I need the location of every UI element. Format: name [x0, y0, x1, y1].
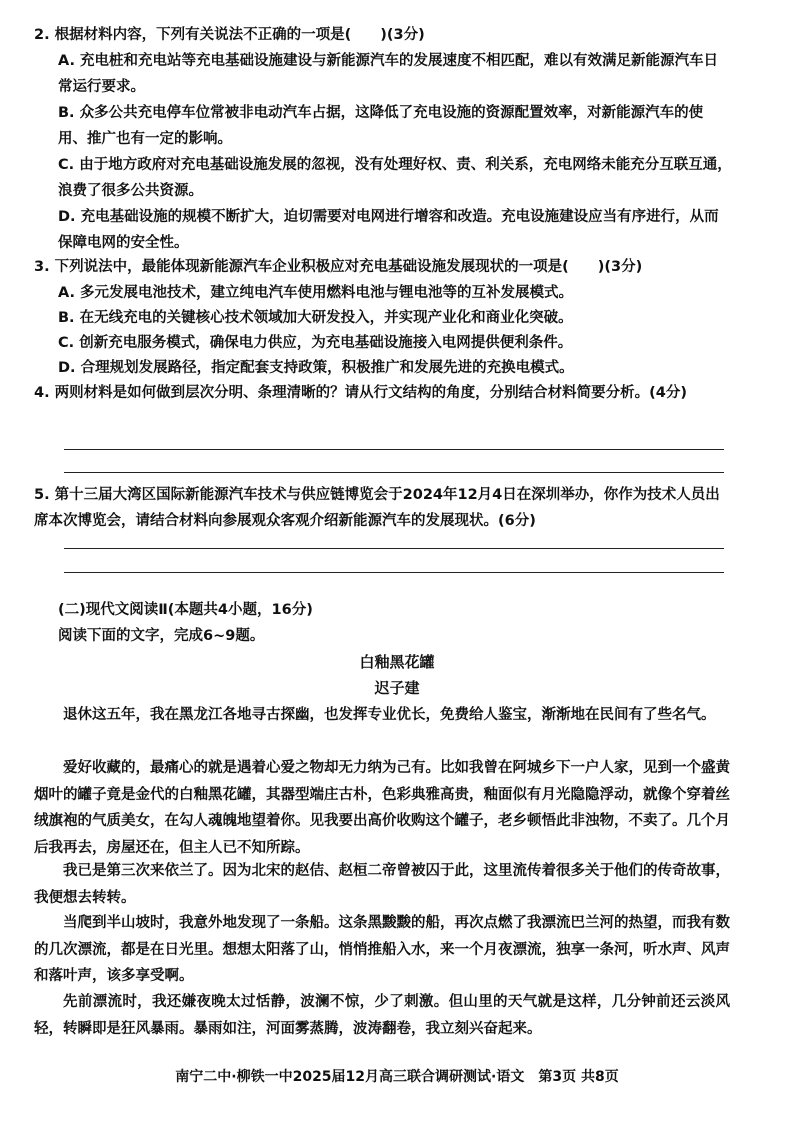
question-2-option-a: A. 充电桩和充电站等充电基础设施建设与新能源汽车的发展速度不相匹配，难以有效满足新能源汽车日常运行要求。 [58, 53, 719, 95]
question-3-option-a: A. 多元发展电池技术，建立纯电汽车使用燃料电池与锂电池等的互补发展模式。 [58, 285, 574, 301]
section-instruction: 阅读下面的文字，完成6~9题。 [58, 628, 265, 644]
passage-author: 迟子建 [374, 679, 420, 697]
answer-line-q5-2[interactable] [64, 572, 724, 573]
question-4-stem: 4. 两则材料是如何做到层次分明、条理清晰的？请从行文结构的角度，分别结合材料简要分析。(4分) [34, 385, 687, 401]
question-3-option-d: D. 合理规划发展路径，指定配套支持政策，积极推广和发展先进的充换电模式。 [58, 360, 574, 376]
passage-paragraph-2: 爱好收藏的，最痛心的就是遇着心爱之物却无力纳为己有。比如我曾在阿城乡下一户人家，见到一个盛黄烟叶的罐子竟是金代的白釉黑花罐，其器型端庄古朴，色彩典雅高贵，釉面似有月光隐隐浮动，就像个穿着丝绒旗袍的气质美女，在勾人魂魄地望着你。见我要出高价收购这个罐子，老乡顿悟此非浊物，不卖了。几个月后我再去，房屋还在，但主人已不知所踪。 [34, 759, 730, 856]
question-3-option-b: B. 在无线充电的关键核心技术领域加大研发投入，并实现产业化和商业化突破。 [58, 310, 573, 326]
question-2-option-d: D. 充电基础设施的规模不断扩大，迫切需要对电网进行增容和改造。充电设施建设应当有序进行，从而保障电网的安全性。 [58, 209, 719, 251]
question-2-option-b: B. 众多公共充电停车位常被非电动汽车占据，这降低了充电设施的资源配置效率，对新能源汽车的使用、推广也有一定的影响。 [58, 105, 704, 147]
section-heading: (二)现代文阅读Ⅱ(本题共4小题，16分) [58, 602, 313, 618]
question-5-stem: 5. 第十三届大湾区国际新能源汽车技术与供应链博览会于2024年12月4日在深圳举办，你作为技术人员出席本次博览会，请结合材料向参展观众客观介绍新能源汽车的发展现状。(6分) [34, 487, 720, 529]
answer-line-q5-1[interactable] [64, 548, 724, 549]
page-footer: 南宁二中·柳铁一中2025届12月高三联合调研测试·语文 第3页 共8页 [175, 1069, 619, 1085]
passage-paragraph-3: 我已是第三次来依兰了。因为北宋的赵佶、赵桓二帝曾被囚于此，这里流传着很多关于他们的传奇故事，我便想去转转。 [34, 862, 730, 906]
passage-title: 白釉黑花罐 [359, 653, 435, 671]
question-3-stem: 3. 下列说法中，最能体现新能源汽车企业积极应对充电基础设施发展现状的一项是( )(3分) [34, 259, 643, 275]
answer-line-q4-2[interactable] [64, 472, 724, 473]
question-2-stem: 2. 根据材料内容，下列有关说法不正确的一项是( )(3分) [34, 27, 425, 43]
question-2-option-c: C. 由于地方政府对充电基础设施发展的忽视，没有处理好权、责、利关系，充电网络未能充分互联互通，浪费了很多公共资源。 [58, 157, 732, 199]
answer-line-q4-1[interactable] [64, 449, 724, 450]
passage-paragraph-4: 当爬到半山坡时，我意外地发现了一条船。这条黑黢黢的船，再次点燃了我漂流巴兰河的热望，而我有数的几次漂流，都是在日光里。想想太阳落了山，悄悄推船入水，来一个月夜漂流，独享一条河，听水声、风声和落叶声，该多享受啊。 [34, 914, 730, 984]
passage-paragraph-1: 退休这五年，我在黑龙江各地寻古探幽，也发挥专业优长，免费给人鉴宝，渐渐地在民间有了些名气。 [63, 706, 716, 723]
passage-paragraph-5: 先前漂流时，我还嫌夜晚太过恬静，波澜不惊，少了刺激。但山里的天气就是这样，几分钟前还云淡风轻，转瞬即是狂风暴雨。暴雨如注，河面雾蒸腾，波涛翻卷，我立刻兴奋起来。 [34, 993, 730, 1037]
question-3-option-c: C. 创新充电服务模式，确保电力供应，为充电基础设施接入电网提供便利条件。 [58, 335, 573, 351]
